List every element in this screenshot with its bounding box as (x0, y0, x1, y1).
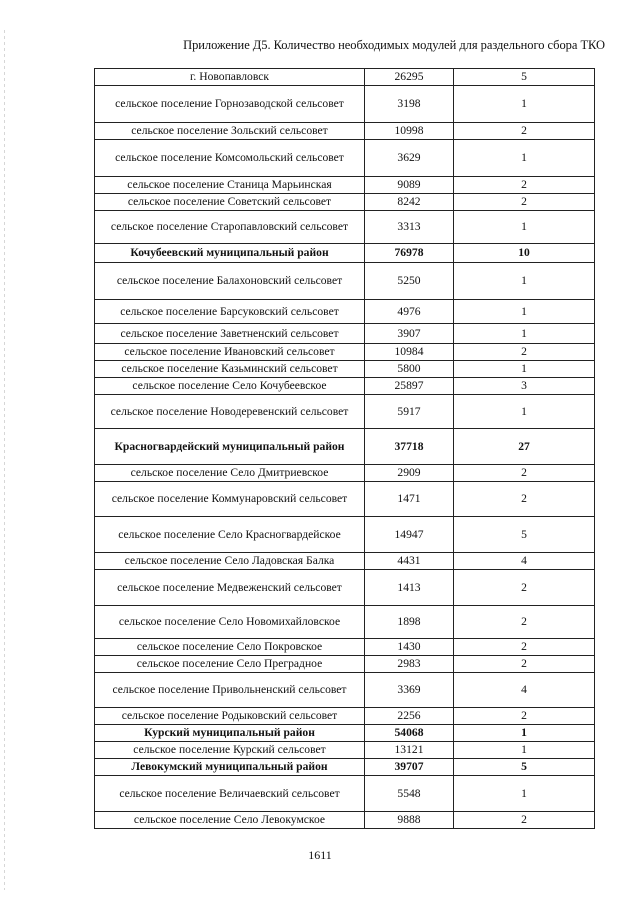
table-row (95, 123, 595, 140)
modules-count-cell: 1 (454, 725, 595, 742)
settlement-name-cell: сельское поселение Станица Марьинская (95, 177, 365, 194)
settlement-name-cell: сельское поселение Привольненский сельсовет (95, 673, 365, 708)
population-cell: 5800 (365, 361, 454, 378)
settlement-name-cell: сельское поселение Село Красногвардейское (95, 517, 365, 553)
settlement-name-cell: сельское поселение Комсомольский сельсовет (95, 140, 365, 177)
modules-count-cell: 2 (454, 177, 595, 194)
modules-count-cell: 1 (454, 324, 595, 344)
modules-count-cell: 5 (454, 69, 595, 86)
population-cell: 5250 (365, 263, 454, 300)
page-header: Приложение Д5. Количество необходимых модулей для раздельного сбора ТКО (183, 38, 605, 52)
table-row (95, 482, 595, 517)
settlement-name-cell: сельское поселение Село Левокумское (95, 812, 365, 829)
population-cell: 9089 (365, 177, 454, 194)
population-cell: 3369 (365, 673, 454, 708)
modules-count-cell: 5 (454, 517, 595, 553)
table-row (95, 344, 595, 361)
population-cell: 2983 (365, 656, 454, 673)
population-cell: 37718 (365, 429, 454, 465)
settlement-name-cell: сельское поселение Казьминский сельсовет (95, 361, 365, 378)
settlement-name-cell: сельское поселение Родыковский сельсовет (95, 708, 365, 725)
settlement-name-cell: сельское поселение Балахоновский сельсовет (95, 263, 365, 300)
modules-count-cell: 3 (454, 378, 595, 395)
table-row (95, 177, 595, 194)
table-row (95, 517, 595, 553)
modules-count-cell: 2 (454, 344, 595, 361)
population-cell: 4431 (365, 553, 454, 570)
settlement-name-cell: сельское поселение Курский сельсовет (95, 742, 365, 759)
settlement-name-cell: сельское поселение Советский сельсовет (95, 194, 365, 211)
scan-edge-dots (4, 30, 5, 890)
population-cell: 1413 (365, 570, 454, 606)
table-row (95, 639, 595, 656)
settlement-name-cell: сельское поселение Новодеревенский сельсовет (95, 395, 365, 429)
population-cell: 9888 (365, 812, 454, 829)
population-cell: 5917 (365, 395, 454, 429)
population-cell: 3907 (365, 324, 454, 344)
table-row (95, 86, 595, 123)
population-cell: 4976 (365, 300, 454, 324)
settlement-name-cell: г. Новопавловск (95, 69, 365, 86)
settlement-name-cell: сельское поселение Коммунаровский сельсовет (95, 482, 365, 517)
population-cell: 25897 (365, 378, 454, 395)
settlement-name-cell: сельское поселение Село Кочубеевское (95, 378, 365, 395)
population-cell: 10984 (365, 344, 454, 361)
table-row (95, 673, 595, 708)
table-row (95, 300, 595, 324)
settlement-name-cell: Курский муниципальный район (95, 725, 365, 742)
modules-count-cell: 1 (454, 140, 595, 177)
modules-count-cell: 4 (454, 673, 595, 708)
modules-count-cell: 2 (454, 639, 595, 656)
settlement-name-cell: Красногвардейский муниципальный район (95, 429, 365, 465)
population-cell: 13121 (365, 742, 454, 759)
settlement-name-cell: сельское поселение Село Новомихайловское (95, 606, 365, 639)
table-row (95, 361, 595, 378)
table-row (95, 395, 595, 429)
table-row (95, 465, 595, 482)
settlement-name-cell: сельское поселение Ивановский сельсовет (95, 344, 365, 361)
population-cell: 8242 (365, 194, 454, 211)
population-cell: 5548 (365, 776, 454, 812)
settlement-name-cell: Кочубеевский муниципальный район (95, 244, 365, 263)
settlement-name-cell: сельское поселение Село Покровское (95, 639, 365, 656)
population-cell: 1898 (365, 606, 454, 639)
table-row (95, 606, 595, 639)
modules-count-cell: 2 (454, 123, 595, 140)
settlement-name-cell: сельское поселение Горнозаводской сельсовет (95, 86, 365, 123)
settlement-name-cell: сельское поселение Величаевский сельсовет (95, 776, 365, 812)
settlement-name-cell: сельское поселение Зольский сельсовет (95, 123, 365, 140)
modules-count-cell: 1 (454, 742, 595, 759)
modules-count-cell: 2 (454, 465, 595, 482)
district-row (95, 759, 595, 776)
population-cell: 39707 (365, 759, 454, 776)
population-cell: 3629 (365, 140, 454, 177)
table-row (95, 570, 595, 606)
table-body (95, 69, 595, 829)
district-row (95, 429, 595, 465)
modules-count-cell: 1 (454, 263, 595, 300)
district-row (95, 725, 595, 742)
modules-count-cell: 2 (454, 708, 595, 725)
modules-count-cell: 2 (454, 656, 595, 673)
table-row (95, 263, 595, 300)
population-cell: 1430 (365, 639, 454, 656)
table-row (95, 211, 595, 244)
table-row (95, 812, 595, 829)
table-row (95, 553, 595, 570)
settlement-name-cell: сельское поселение Заветненский сельсовет (95, 324, 365, 344)
settlement-name-cell: сельское поселение Село Дмитриевское (95, 465, 365, 482)
population-cell: 76978 (365, 244, 454, 263)
population-cell: 3198 (365, 86, 454, 123)
settlement-name-cell: сельское поселение Село Ладовская Балка (95, 553, 365, 570)
district-row (95, 244, 595, 263)
modules-count-cell: 2 (454, 606, 595, 639)
table-row (95, 194, 595, 211)
table-row (95, 324, 595, 344)
table-row (95, 708, 595, 725)
population-cell: 10998 (365, 123, 454, 140)
page-number: 1611 (308, 848, 332, 862)
settlement-name-cell: сельское поселение Медвеженский сельсовет (95, 570, 365, 606)
population-cell: 3313 (365, 211, 454, 244)
modules-count-cell: 1 (454, 300, 595, 324)
settlement-name-cell: сельское поселение Барсуковский сельсовет (95, 300, 365, 324)
table-row (95, 742, 595, 759)
settlement-name-cell: сельское поселение Село Преградное (95, 656, 365, 673)
table-row (95, 140, 595, 177)
modules-count-cell: 4 (454, 553, 595, 570)
modules-count-cell: 1 (454, 776, 595, 812)
modules-count-cell: 1 (454, 86, 595, 123)
population-cell: 1471 (365, 482, 454, 517)
modules-count-cell: 1 (454, 395, 595, 429)
table-row (95, 776, 595, 812)
population-cell: 2256 (365, 708, 454, 725)
modules-count-cell: 1 (454, 361, 595, 378)
modules-count-cell: 2 (454, 482, 595, 517)
table-row (95, 378, 595, 395)
settlement-name-cell: сельское поселение Старопавловский сельсовет (95, 211, 365, 244)
table-row (95, 656, 595, 673)
modules-count-cell: 1 (454, 211, 595, 244)
population-cell: 2909 (365, 465, 454, 482)
table-row (95, 69, 595, 86)
modules-count-cell: 27 (454, 429, 595, 465)
modules-table (94, 68, 595, 829)
population-cell: 26295 (365, 69, 454, 86)
population-cell: 14947 (365, 517, 454, 553)
settlement-name-cell: Левокумский муниципальный район (95, 759, 365, 776)
modules-count-cell: 2 (454, 570, 595, 606)
modules-count-cell: 10 (454, 244, 595, 263)
population-cell: 54068 (365, 725, 454, 742)
modules-count-cell: 5 (454, 759, 595, 776)
modules-count-cell: 2 (454, 812, 595, 829)
modules-count-cell: 2 (454, 194, 595, 211)
